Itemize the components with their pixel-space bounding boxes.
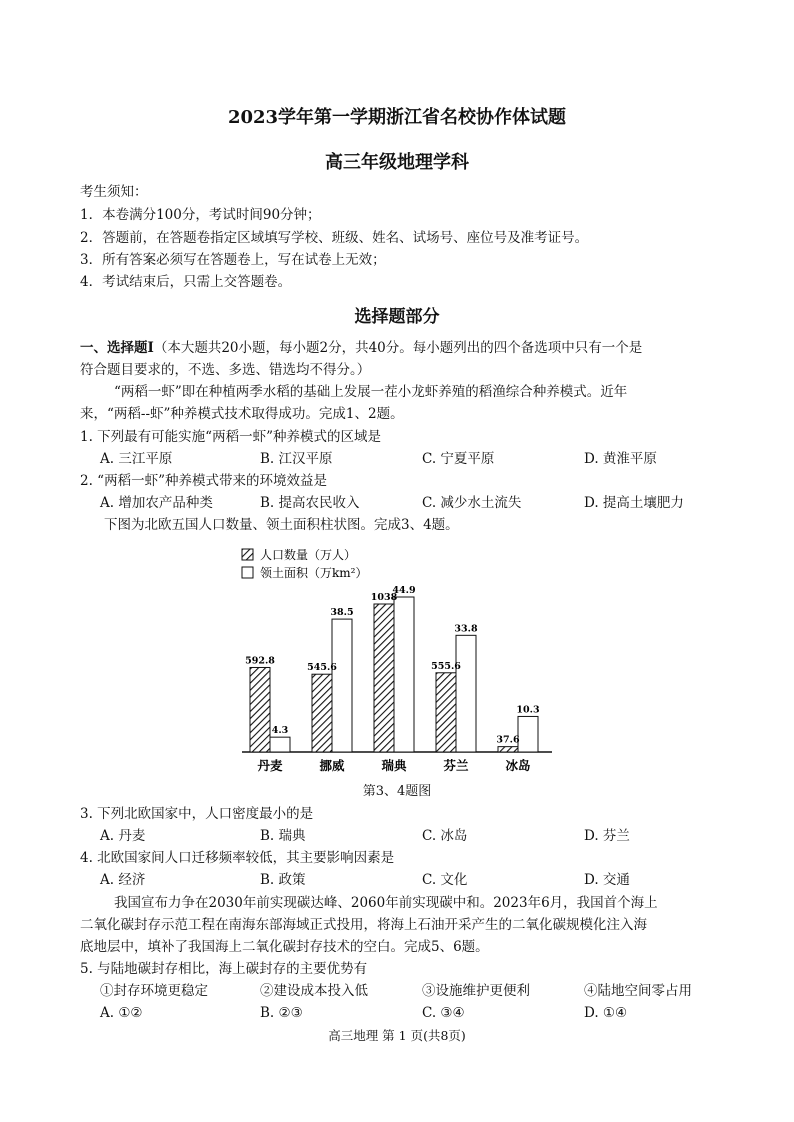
part1-intro-l1: （本大题共20小题，每小题2分，共40分。每小题列出的四个备选项中只有一个是: [153, 340, 643, 356]
category-label: 瑞典: [381, 758, 407, 773]
q2-stem: 2. “两稻一虾”种养模式带来的环境效益是: [80, 473, 327, 489]
passage1-l2: 来，“两稻--虾”种养模式技术取得成功。完成1、2题。: [80, 406, 404, 422]
data-label-area: 38.5: [330, 607, 354, 619]
q5-statement-4: ④陆地空间零占用: [584, 983, 692, 999]
q5-option-c[interactable]: C. ③④: [422, 1005, 465, 1021]
q1-option-c[interactable]: C. 宁夏平原: [422, 451, 495, 467]
q1-option-d[interactable]: D. 黄淮平原: [584, 451, 657, 467]
data-label-population: 545.6: [307, 662, 337, 674]
q2-option-a[interactable]: A. 增加农产品种类: [100, 495, 213, 511]
data-label-area: 33.8: [454, 623, 478, 635]
notice-item-3: 3．所有答案必须写在答题卷上，写在试卷上无效；: [80, 252, 386, 268]
notice-item-4: 4．考试结束后，只需上交答题卷。: [80, 274, 292, 290]
q5-option-b[interactable]: B. ②③: [260, 1005, 303, 1021]
page-footer: 高三地理 第 1 页(共8页): [328, 1028, 466, 1043]
q4-option-d[interactable]: D. 交通: [584, 872, 630, 888]
bar-population: [498, 747, 518, 752]
passage2-l3: 底地层中，填补了我国海上二氧化碳封存技术的空白。完成5、6题。: [80, 939, 489, 955]
part1-intro: [80, 338, 642, 358]
q5-options: [100, 1003, 720, 1023]
exam-subtitle: 高三年级地理学科: [325, 152, 469, 173]
legend-label-area: 领土面积（万km²）: [260, 566, 368, 580]
notice-item-2: 2．答题前，在答题卷指定区域填写学校、班级、姓名、试场号、座位号及准考证号。: [80, 230, 589, 246]
bar-area: [332, 619, 352, 752]
data-label-population: 592.8: [245, 655, 275, 667]
q5-statement-2: ②建设成本投入低: [260, 983, 368, 999]
population-area-bar-chart: [230, 540, 570, 776]
passage1-l1: “两稻一虾”即在种植两季水稻的基础上发展一茬小龙虾养殖的稻渔综合种养模式。近年: [114, 384, 628, 400]
data-label-population: 1038: [370, 592, 398, 603]
q4-options: [100, 870, 720, 890]
bar-area: [394, 597, 414, 752]
bar-population: [250, 667, 270, 752]
q4-option-c[interactable]: C. 文化: [422, 872, 468, 888]
data-label-area: 10.3: [516, 704, 540, 716]
q3-options: [100, 826, 720, 846]
q3-option-c[interactable]: C. 冰岛: [422, 828, 468, 844]
q2-option-d[interactable]: D. 提高土壤肥力: [584, 495, 684, 511]
q4-option-b[interactable]: B. 政策: [260, 872, 306, 888]
q3-option-d[interactable]: D. 芬兰: [584, 828, 630, 844]
chart-caption: 第3、4题图: [362, 784, 432, 799]
q2-option-b[interactable]: B. 提高农民收入: [260, 495, 360, 511]
q3-option-a[interactable]: A. 丹麦: [100, 828, 146, 844]
q5-option-a[interactable]: A. ①②: [100, 1005, 143, 1021]
q4-stem: 4. 北欧国家间人口迁移频率较低，其主要影响因素是: [80, 850, 395, 866]
q4-option-a[interactable]: A. 经济: [100, 872, 146, 888]
chart-intro: 下图为北欧五国人口数量、领土面积柱状图。完成3、4题。: [104, 517, 459, 533]
bar-area: [456, 635, 476, 752]
q5-option-d[interactable]: D. ①④: [584, 1005, 628, 1021]
data-label-population: 555.6: [431, 660, 461, 672]
legend-swatch-area: [242, 567, 253, 578]
part1-heading: 一、选择题Ⅰ: [80, 340, 154, 356]
data-label-population: 37.6: [496, 734, 520, 746]
bar-population: [312, 674, 332, 752]
notice-heading: 考生须知：: [80, 184, 148, 200]
q3-stem: 3. 下列北欧国家中，人口密度最小的是: [80, 806, 314, 822]
legend-label-population: 人口数量（万人）: [260, 548, 357, 562]
part1-intro-l2: 符合题目要求的，不选、多选、错选均不得分。）: [80, 362, 371, 378]
q5-statement-3: ③设施维护更便利: [422, 983, 530, 999]
data-label-area: 44.9: [392, 585, 416, 596]
q2-options: [100, 493, 720, 513]
category-label: 挪威: [319, 758, 345, 773]
bar-population: [436, 673, 456, 752]
category-label: 冰岛: [505, 758, 531, 773]
q5-statement-1: ①封存环境更稳定: [100, 983, 208, 999]
q3-option-b[interactable]: B. 瑞典: [260, 828, 306, 844]
passage2-l2: 二氧化碳封存示范工程在南海东部海域正式投用，将海上石油开采产生的二氧化碳规模化注入海: [80, 917, 647, 933]
bar-area: [270, 737, 290, 752]
q5-statements: [100, 981, 720, 1001]
category-label: 丹麦: [257, 758, 283, 773]
bar-area: [518, 716, 538, 752]
notice-item-1: 1．本卷满分100分，考试时间90分钟；: [80, 207, 321, 223]
q5-stem: 5. 与陆地碳封存相比，海上碳封存的主要优势有: [80, 961, 368, 977]
q2-option-c[interactable]: C. 减少水土流失: [422, 495, 522, 511]
exam-title: 2023学年第一学期浙江省名校协作体试题: [227, 107, 567, 128]
data-label-area: 4.3: [271, 725, 289, 737]
category-label: 芬兰: [443, 758, 469, 773]
passage2-l1: 我国宣布力争在2030年前实现碳达峰、2060年前实现碳中和。2023年6月，我国首个海上: [114, 895, 658, 911]
q1-options: [100, 449, 720, 469]
q1-option-a[interactable]: A. 三江平原: [100, 451, 173, 467]
section-title: 选择题部分: [354, 307, 440, 327]
q1-stem: 1. 下列最有可能实施“两稻一虾”种养模式的区域是: [80, 429, 381, 445]
q1-option-b[interactable]: B. 江汉平原: [260, 451, 333, 467]
bar-population: [374, 604, 394, 752]
legend-swatch-population: [242, 549, 253, 560]
